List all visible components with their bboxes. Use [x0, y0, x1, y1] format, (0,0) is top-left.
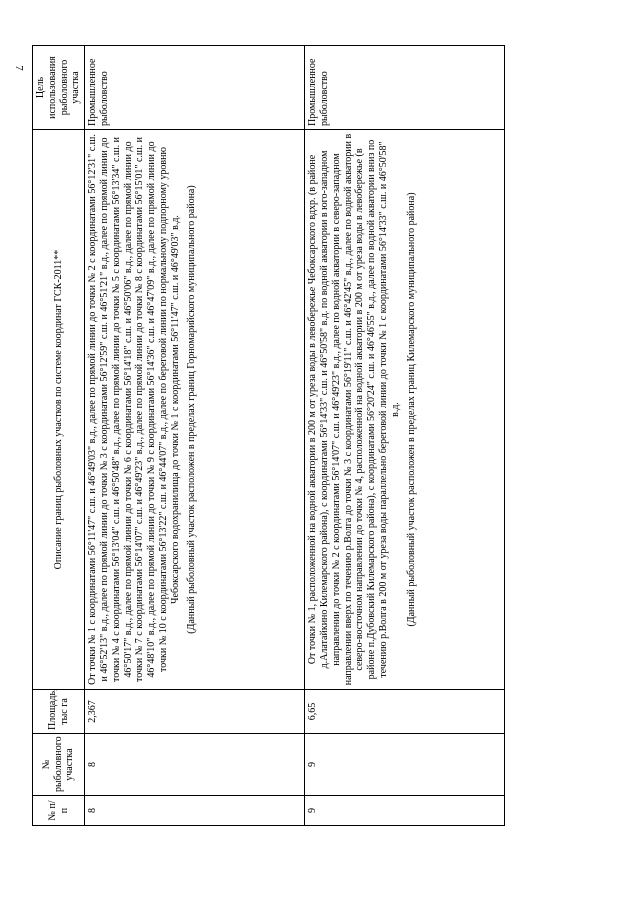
header-num: № п/п: [33, 796, 85, 826]
row-purpose: Промышленное рыболовство: [305, 46, 505, 130]
description-note: (Данный рыболовный участок расположен в пределах границ Килемарского муниципального района): [405, 192, 417, 627]
row-area: 2,367: [85, 690, 305, 734]
row-description: [85, 130, 305, 690]
header-description: Описание границ рыболовных участков по системе координат ГСК-2011**: [33, 130, 85, 690]
row-area: 6,65: [305, 690, 505, 734]
table-row: [305, 46, 505, 826]
table-row: [85, 46, 305, 826]
description-text: От точки № 1, расположенной на водной акватории в 200 м от уреза воды в левобережье Чебоксарского вдхр. (в районе д.Алатайкино Килемарского района), с координатами 56°14'33" с.ш. и 46°50'58" в.д. по водной акватории в юго-западном направлении до точки № 2 с координатами 56°14'07" с.ш. и 46°49'23" в.д., далее по водной акватории в северо-западном направлении вверх по течению р.Волга до точки № 3 с координатами 56°19'11" с.ш. и 46°42'45" в.д., далее по водной акватории в северо-восточном направлении до точки № 4, расположенной на водной акватории в 200 м от уреза воды в левобережье (в районе п.Дубовский Килемарского района), с координатами 56°20'24" с.ш. и 46°46'55" в.д., далее по водной акватории вниз по течению р.Волга в 200 м от уреза воды параллельно береговой линии до точки № 1 с координатами 56°14'33" с.ш. и 46°50'58" в.д.: [307, 133, 401, 686]
row-num: 9: [305, 796, 505, 826]
row-plot-no: 9: [305, 734, 505, 796]
header-plot-no: № рыболовного участка: [33, 734, 85, 796]
table-header-row: [33, 46, 85, 826]
header-area: Площадь, тыс га: [33, 690, 85, 734]
fishing-plots-table: [32, 45, 505, 826]
row-num: 8: [85, 796, 305, 826]
page-number: 7: [12, 65, 25, 71]
row-purpose: Промышленное рыболовство: [85, 46, 305, 130]
row-plot-no: 8: [85, 734, 305, 796]
description-text: От точки № 1 с координатами 56°11'47" с.ш. и 46°49'03" в.д., далее по прямой линии до точки № 2 с координатами 56°12'31" с.ш. и 46°52'13" в.д., далее по прямой линии до точки № 3 с координатами 56°12'59" с.ш. и 46°51'21" в.д., далее по прямой линии до точки № 4 с координатами 56°13'04" с.ш. и 46°50'48" в.д., далее по прямой линии до точки № 5 с координатами 56°13'34" с.ш. и 46°50'17" в.д., далее по прямой линии до точки № 6 с координатами 56°14'18" с.ш. и 46°50'06" в.д., далее по прямой линии до точки № 7 с координатами 56°14'07" с.ш. и 46°49'23" в.д., далее по прямой линии до точки № 8 с координатами 56°15'01" с.ш. и 46°48'10" в.д., далее по прямой линии до точки № 9 с координатами 56°14'36" с.ш. и 46°47'09" в.д., далее по прямой линии до точки № 10 с координатами 56°13'22" с.ш. и 46°44'07" в.д., далее по береговой линии по нормальному подпорному уровню Чебоксарского водохранилища до точки № 1 с координатами 56°11'47" с.ш. и 46°49'03" в.д.: [87, 134, 181, 685]
rotated-table-wrapper: [32, 46, 505, 826]
row-description: [305, 130, 505, 690]
header-purpose: Цель использования рыболовного участка: [33, 46, 85, 130]
description-note: (Данный рыболовный участок расположен в пределах границ Горномарийского муниципального района): [185, 185, 197, 634]
